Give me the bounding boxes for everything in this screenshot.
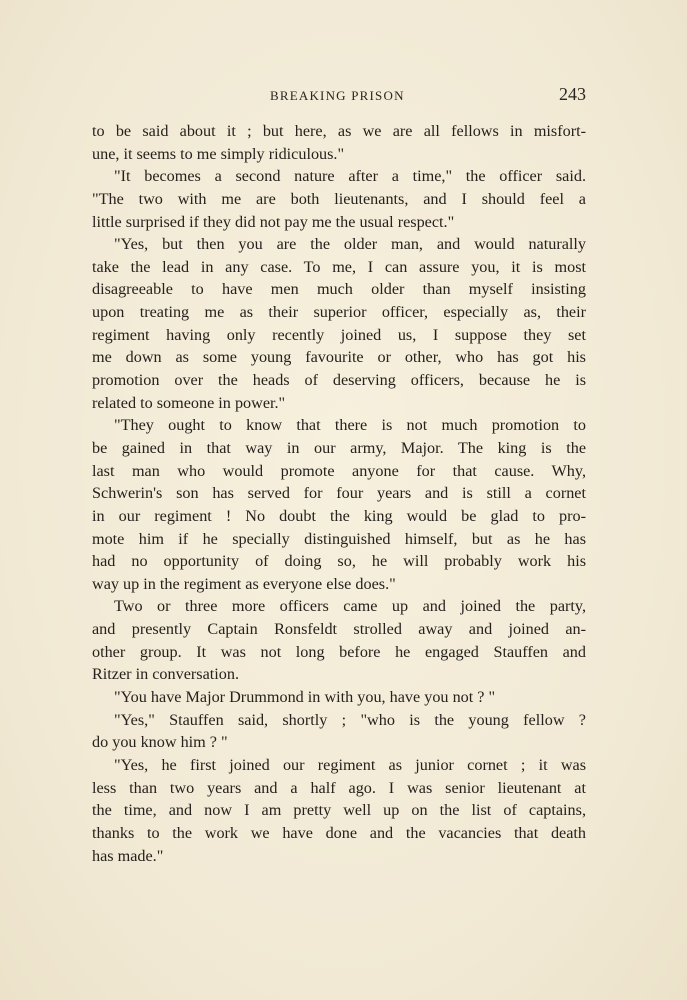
text-line: "The two with me are both lieutenants, and I should feel a	[92, 189, 586, 208]
text-line: une, it seems to me simply ridiculous."	[92, 144, 345, 163]
text-line: way up in the regiment as everyone else does."	[92, 574, 396, 593]
page-number: 243	[559, 84, 586, 104]
text-line: less than two years and a half ago. I was senior lieutenant at	[92, 778, 586, 797]
text-line: "They ought to know that there is not much promotion to	[114, 416, 586, 435]
text-line: has made."	[92, 846, 164, 865]
text-line: "Yes, he first joined our regiment as junior cornet ; it was	[114, 755, 586, 774]
text-line: the time, and now I am pretty well up on the list of captains,	[92, 801, 586, 820]
text-line: had no opportunity of doing so, he will probably work his	[92, 552, 586, 571]
text-line: in our regiment ! No doubt the king would be glad to pro-	[92, 506, 586, 525]
body-text	[92, 120, 586, 867]
text-line: promotion over the heads of deserving officers, because he is	[92, 371, 586, 390]
text-line: other group. It was not long before he engaged Stauffen and	[92, 642, 586, 661]
text-line: related to someone in power."	[92, 393, 286, 412]
text-line: to be said about it ; but here, as we are all fellows in misfort-	[92, 122, 586, 140]
text-line: last man who would promote anyone for that cause. Why,	[92, 461, 586, 480]
text-line: "Yes, but then you are the older man, and would naturally	[114, 235, 586, 254]
text-line: upon treating me as their superior officer, especially as, their	[92, 303, 586, 322]
text-line: regiment having only recently joined us, I suppose they set	[92, 325, 586, 344]
text-line: and presently Captain Ronsfeldt strolled away and joined an-	[92, 620, 586, 639]
text-line: mote him if he specially distinguished himself, but as he has	[92, 529, 586, 548]
running-title: BREAKING PRISON	[270, 88, 405, 103]
text-line: "Yes," Stauffen said, shortly ; "who is the young fellow ?	[114, 710, 586, 729]
text-line: Schwerin's son has served for four years and is still a cornet	[92, 484, 586, 503]
text-line: be gained in that way in our army, Major. The king is the	[92, 438, 586, 457]
text-line: Two or three more officers came up and joined the party,	[114, 597, 586, 616]
text-line: disagreeable to have men much older than myself insisting	[92, 280, 586, 299]
text-line: "You have Major Drummond in with you, have you not ? "	[114, 688, 496, 707]
text-line: "It becomes a second nature after a time," the officer said.	[114, 167, 586, 186]
running-head	[92, 84, 586, 108]
text-line: Ritzer in conversation.	[92, 665, 239, 684]
text-line: me down as some young favourite or other, who has got his	[92, 348, 586, 367]
text-line: take the lead in any case. To me, I can assure you, it is most	[92, 257, 586, 276]
text-line: thanks to the work we have done and the vacancies that death	[92, 823, 586, 842]
text-line: little surprised if they did not pay me the usual respect."	[92, 212, 455, 231]
text-line: do you know him ? "	[92, 733, 228, 752]
